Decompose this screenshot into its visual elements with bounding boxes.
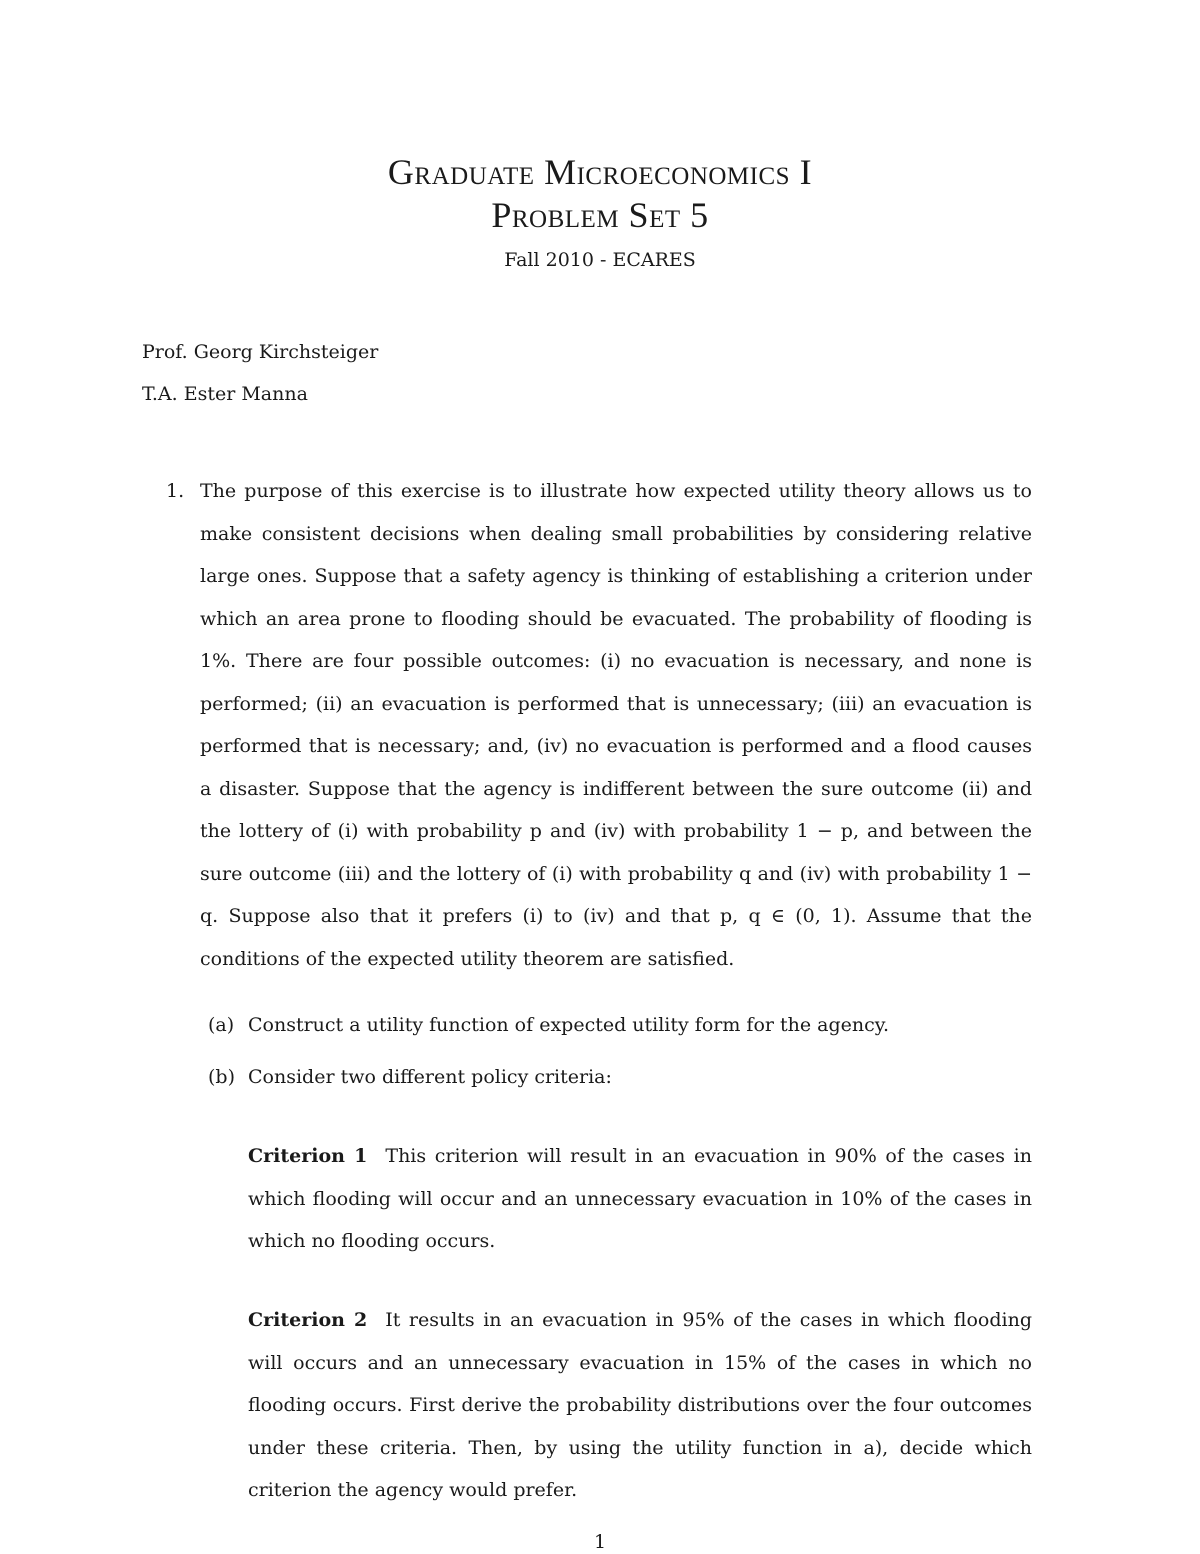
criterion-1 xyxy=(248,1135,1032,1263)
part-b-text: Consider two different policy criteria: xyxy=(248,1066,612,1088)
criterion-2-label: Criterion 2 xyxy=(248,1309,368,1331)
part-a-label: (a) xyxy=(208,1014,235,1036)
course-title: Graduate Microeconomics I xyxy=(387,152,813,192)
criterion-2-text: It results in an evacuation in 95% of the cases in which flooding will occurs and an unnecessary evacuation in 15% of the cases in which no flooding occurs. First derive the probability distributions over the four outcomes under these criteria. Then, by using the utility function in a), decide which criterion the agency would prefer. xyxy=(248,1309,1032,1501)
term-subtitle: Fall 2010 - ECARES xyxy=(504,249,696,271)
problem-1 xyxy=(166,470,1032,980)
criterion-1-text: This criterion will result in an evacuation in 90% of the cases in which flooding will occur and an unnecessary evacuation in 10% of the cases in which no flooding occurs. xyxy=(248,1145,1032,1252)
ta-name: T.A. Ester Manna xyxy=(142,383,308,405)
problem-set-title: Problem Set 5 xyxy=(491,195,709,235)
criterion-2 xyxy=(248,1299,1032,1512)
part-a xyxy=(208,1004,1032,1047)
problem-number: 1. xyxy=(166,480,185,502)
part-b-label: (b) xyxy=(208,1066,235,1088)
page-number: 1 xyxy=(593,1531,607,1553)
professor-name: Prof. Georg Kirchsteiger xyxy=(142,341,379,363)
problem-text: The purpose of this exercise is to illustrate how expected utility theory allows us to make consistent decisions when dealing small probabilities by considering relative large ones. Suppose that a safety agency is thinking of establishing a criterion under which an area prone to flooding should be evacuated. The probability of flooding is 1%. There are four possible outcomes: (i) no evacuation is necessary, and none is performed; (ii) an evacuation is performed that is unnecessary; (iii) an evacuation is performed that is necessary; and, (iv) no evacuation is performed and a flood causes a disaster. Suppose that the agency is indifferent between the sure outcome (ii) and the lottery of (i) with probability p and (iv) with probability 1 − p, and between the sure outcome (iii) and the lottery of (i) with probability q and (iv) with probability 1 − q. Suppose also that it prefers (i) to (iv) and that p, q ∈ (0, 1). Assume that the conditions of the expected utility theorem are satisfied. xyxy=(200,480,1032,970)
part-b xyxy=(208,1056,1032,1099)
criterion-1-label: Criterion 1 xyxy=(248,1145,368,1167)
part-a-text: Construct a utility function of expected utility form for the agency. xyxy=(248,1014,890,1036)
